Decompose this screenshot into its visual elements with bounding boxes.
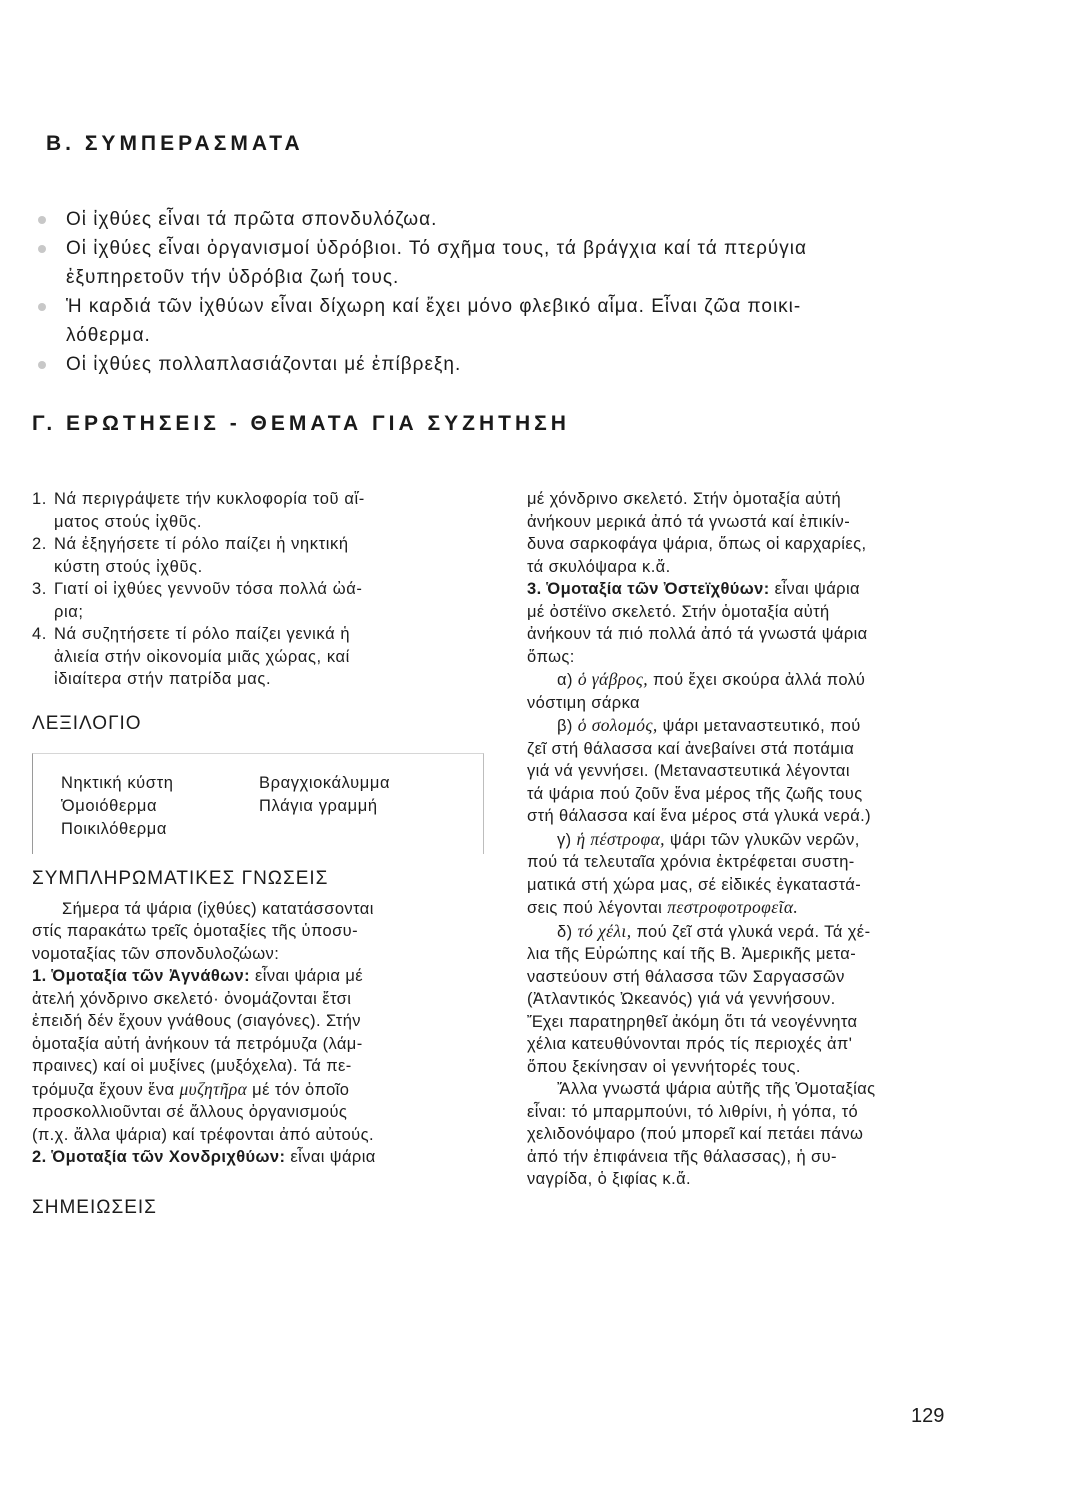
text-span: μέ τόν ὁποῖο: [247, 1080, 350, 1099]
conclusions-list: [38, 205, 998, 379]
text-span: πού ζεῖ στά γλυκά νερά. Τά χέ-: [631, 922, 871, 941]
text-line: Σήμερα τά ψάρια (ἰχθύες) κατατάσσονται: [62, 899, 374, 918]
question-line: ἰδιαίτερα στήν πατρίδα μας.: [54, 670, 272, 688]
conclusion-line: Οἱ ἰχθύες πολλαπλασιάζονται μέ ἐπίβρεξη.: [66, 354, 462, 375]
text-span: εἶναι ψάρια μέ: [250, 967, 363, 985]
list-item: [32, 533, 492, 578]
text-span: τρόμυζα ἔχουν ἕνα: [32, 1080, 180, 1099]
conclusion-line: Ἡ καρδιά τῶν ἰχθύων εἶναι δίχωρη καί ἔχει μόνο φλεβικό αἷμα. Εἶναι ζῶα ποικι-: [66, 296, 802, 317]
glossary-term: Βραγχιοκάλυμμα: [259, 773, 391, 792]
text-line: ἐπειδή δέν ἔχουν γνάθους (σιαγόνες). Στήν: [32, 1012, 361, 1030]
text-line: μέ χόνδρινο σκελετό. Στήν ὁμοταξία αὐτή: [527, 490, 842, 508]
right-column: [527, 488, 961, 1191]
glossary-term: Ποικιλόθερμα: [61, 819, 168, 838]
question-line: Νά περιγράψετε τήν κυκλοφορία τοῦ αἵ-: [54, 490, 365, 508]
italic-term: ὁ γάβρος,: [577, 669, 648, 689]
glossary-term: Πλάγια γραμμή: [259, 796, 378, 815]
list-item: [32, 488, 492, 533]
text-line: νόστιμη σάρκα: [527, 693, 640, 712]
italic-term: ἡ πέστροφα,: [576, 828, 665, 849]
glossary-term: Ὁμοιόθερμα: [61, 796, 158, 815]
text-line: ἀνήκουν μερικά ἀπό τά γνωστά καί ἐπικίν-: [527, 512, 851, 531]
conclusion-line: ἐξυπηρετοῦν τήν ὑδρόβια ζωή τους.: [66, 267, 400, 288]
question-line: ἁλιεία στήν οἰκονομία μιᾶς χώρας, καί: [54, 647, 350, 666]
example-label: γ): [557, 830, 572, 849]
text-line: τά ψάρια πού ζοῦν ἕνα μέρος τῆς ζωῆς τους: [527, 784, 863, 803]
question-line: ρια;: [54, 602, 84, 621]
text-line: Ἄλλα γνωστά ψάρια αὐτῆς τῆς Ὁμοταξίας: [557, 1080, 876, 1098]
text-span: σεις πού λέγονται: [527, 899, 668, 917]
text-line: χέλια κατευθύνονται πρός τίς περιοχές ἀπ': [527, 1035, 853, 1053]
italic-term: πεστροφοτροφεῖα.: [667, 897, 799, 917]
class2-heading: 2. Ὁμοταξία τῶν Χονδριχθύων:: [32, 1148, 286, 1166]
italic-term: ὁ σολομός,: [577, 715, 658, 735]
question-number: 4.: [32, 625, 47, 643]
section-c-title: Γ. ΕΡΩΤΗΣΕΙΣ - ΘΕΜΑΤΑ ΓΙΑ ΣΥΖΗΤΗΣΗ: [32, 412, 570, 435]
text-line: (π.χ. ἄλλα ψάρια) καί τρέφονται ἀπό αὐτούς.: [32, 1125, 374, 1144]
list-item: [32, 623, 492, 691]
italic-term: τό χέλι,: [577, 920, 632, 941]
glossary-term: Νηκτική κύστη: [61, 773, 174, 792]
list-item: [38, 205, 998, 234]
conclusion-line: Οἱ ἰχθύες εἶναι τά πρῶτα σπονδυλόζωα.: [66, 209, 438, 230]
glossary-column: [259, 772, 390, 818]
bullet-icon: [38, 303, 46, 311]
text-line: πού τά τελευταῖα χρόνια ἐκτρέφεται συστη-: [527, 853, 855, 871]
section-b-title: Β. ΣΥΜΠΕΡΑΣΜΑΤΑ: [46, 132, 304, 155]
notes-title: ΣΗΜΕΙΩΣΕΙΣ: [32, 1196, 157, 1218]
question-line: ματος στούς ἰχθῦς.: [54, 512, 203, 531]
text-span: πού ἔχει σκούρα ἀλλά πολύ: [647, 671, 866, 689]
text-span: ψάρι τῶν γλυκῶν νερῶν,: [664, 830, 860, 849]
italic-term: μυζητῆρα: [179, 1078, 248, 1099]
conclusion-line: Οἱ ἰχθύες εἶναι ὀργανισμοί ὑδρόβιοι. Τό σχῆμα τους, τά βράγχια καί τά πτερύγια: [66, 238, 807, 259]
conclusion-line: λόθερμα.: [66, 325, 151, 346]
question-number: 2.: [32, 535, 47, 553]
question-line: Γιατί οἱ ἰχθύες γεννοῦν τόσα πολλά ὠά-: [54, 580, 363, 598]
text-line: στή θάλασσα καί ἕνα μέρος στά γλυκά νερά.): [527, 807, 872, 825]
text-line: τά σκυλόψαρα κ.ἄ.: [527, 557, 671, 576]
text-line: ὁμοταξία αὐτή ἀνήκουν τά πετρόμυζα (λάμ-: [32, 1034, 363, 1053]
glossary-box: [32, 753, 484, 854]
text-line: δυνα σαρκοφάγα ψάρια, ὅπως οἱ καρχαρίες,: [527, 535, 867, 553]
text-line: πραινες) καί οἱ μυξίνες (μυξόχελα). Τά πε-: [32, 1057, 352, 1075]
text-span: εἶναι ψάρια: [285, 1148, 376, 1166]
text-line: εἶναι: τό μπαρμπούνι, τό λιθρίνι, ἡ γόπα, τό: [527, 1102, 859, 1121]
example-label: δ): [557, 922, 573, 941]
bullet-icon: [38, 245, 46, 253]
questions-list: [32, 488, 492, 691]
list-item: [38, 292, 998, 350]
class3-heading: 3. Ὁμοταξία τῶν Ὀστεϊχθύων:: [527, 580, 770, 598]
text-line: (Ἀτλαντικός Ὠκεανός) γιά νά γεννήσουν.: [527, 990, 836, 1008]
text-line: ναστεύουν στή θάλασσα τῶν Σαργασσῶν: [527, 967, 845, 986]
text-line: στίς παρακάτω τρεῖς ὁμοταξίες τῆς ὑποσυ-: [32, 922, 358, 940]
question-line: Νά συζητήσετε τί ρόλο παίζει γενικά ἡ: [54, 625, 351, 643]
text-line: γιά νά γεννήσει. (Μεταναστευτικά λέγονται: [527, 762, 850, 780]
text-line: ὅπου ξεκίνησαν οἱ γεννήτορές τους.: [527, 1057, 801, 1076]
list-item: [38, 350, 998, 379]
example-label: α): [557, 671, 573, 689]
page-number: 129: [911, 1405, 945, 1427]
text-line: χελιδονόψαρο (πού μπορεῖ καί πετάει πάνω: [527, 1125, 864, 1143]
text-line: ἀπό τήν ἐπιφάνεια τῆς θάλασσας), ἡ συ-: [527, 1147, 837, 1166]
text-line: ζεῖ στή θάλασσα καί ἀνεβαίνει στά ποτάμια: [527, 739, 855, 758]
text-line: ὅπως:: [527, 647, 575, 666]
text-line: Ἔχει παρατηρηθεῖ ἀκόμη ὅτι τά νεογέννητα: [527, 1012, 858, 1031]
bullet-icon: [38, 361, 46, 369]
text-line: προσκολλιοῦνται σέ ἄλλους ὀργανισμούς: [32, 1103, 348, 1121]
text-line: ματικά στή χώρα μας, σέ εἰδικές ἐγκαταστά-: [527, 875, 862, 894]
question-line: Νά ἐξηγήσετε τί ρόλο παίζει ἡ νηκτική: [54, 535, 349, 553]
text-line: ἀτελή χόνδρινο σκελετό· ὀνομάζονται ἔτσι: [32, 989, 352, 1008]
question-line: κύστη στούς ἰχθῦς.: [54, 557, 203, 576]
text-line: μέ ὀστέϊνο σκελετό. Στήν ὁμοταξία αὐτή: [527, 602, 830, 621]
text-span: εἶναι ψάρια: [769, 580, 860, 598]
bullet-icon: [38, 216, 46, 224]
supplementary-title: ΣΥΜΠΛΗΡΩΜΑΤΙΚΕΣ ΓΝΩΣΕΙΣ: [32, 867, 329, 889]
question-number: 3.: [32, 580, 47, 598]
text-line: ναγρίδα, ὁ ξιφίας κ.ἄ.: [527, 1170, 691, 1188]
text-line: λια τῆς Εὐρώπης καί τῆς Β. Ἀμερικῆς μετα-: [527, 945, 857, 963]
text-line: ἀνήκουν τά πιό πολλά ἀπό τά γνωστά ψάρια: [527, 625, 868, 643]
supplementary-text: [32, 898, 492, 1169]
question-number: 1.: [32, 490, 47, 508]
list-item: [38, 234, 998, 292]
list-item: [32, 578, 492, 623]
class1-heading: 1. Ὁμοταξία τῶν Ἀγνάθων:: [32, 967, 251, 985]
example-label: β): [557, 717, 573, 735]
left-column: [32, 488, 492, 1219]
text-line: νομοταξίας τῶν σπονδυλοζώων:: [32, 944, 280, 963]
glossary-title: ΛΕΞΙΛΟΓΙΟ: [32, 712, 142, 734]
text-span: ψάρι μεταναστευτικό, πού: [657, 717, 861, 735]
glossary-column: [61, 772, 174, 841]
